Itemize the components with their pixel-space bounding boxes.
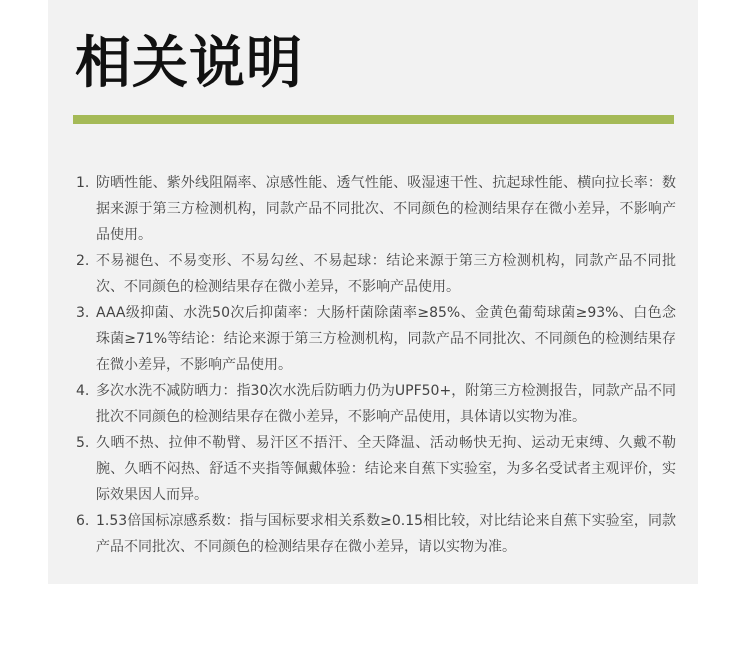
note-number: 6.: [76, 513, 90, 529]
title-underline-divider: [73, 115, 674, 124]
note-number: 2.: [76, 253, 90, 269]
note-number: 4.: [76, 383, 90, 399]
note-item: [76, 300, 676, 378]
note-text: 久晒不热、拉伸不勒臂、易汗区不捂汗、全天降温、活动畅快无拘、运动无束缚、久戴不勒腕、久晒不闷热、舒适不夹指等佩戴体验：结论来自蕉下实验室，为多名受试者主观评价，实际效果因人而异。: [96, 435, 676, 503]
note-text: 多次水洗不减防晒力：指30次水洗后防晒力仍为UPF50+，附第三方检测报告，同款产品不同批次不同颜色的检测结果存在微小差异，不影响产品使用，具体请以实物为准。: [96, 383, 676, 425]
note-item: [76, 378, 676, 430]
note-text: 不易褪色、不易变形、不易勾丝、不易起球：结论来源于第三方检测机构，同款产品不同批次、不同颜色的检测结果存在微小差异，不影响产品使用。: [96, 253, 676, 295]
notes-list: [76, 170, 676, 560]
note-text: AAA级抑菌、水洗50次后抑菌率：大肠杆菌除菌率≥85%、金黄色葡萄球菌≥93%、白色念珠菌≥71%等结论：结论来源于第三方检测机构，同款产品不同批次、不同颜色的检测结果存在微小差异，不影响产品使用。: [96, 305, 676, 373]
notes-panel: [48, 0, 698, 584]
note-text: 1.53倍国标凉感系数：指与国标要求相关系数≥0.15相比较，对比结论来自蕉下实验室，同款产品不同批次、不同颜色的检测结果存在微小差异，请以实物为准。: [96, 513, 676, 555]
note-item: [76, 170, 676, 248]
note-number: 5.: [76, 435, 90, 451]
note-item: [76, 248, 676, 300]
note-item: [76, 508, 676, 560]
note-number: 3.: [76, 305, 90, 321]
note-text: 防晒性能、紫外线阻隔率、凉感性能、透气性能、吸湿速干性、抗起球性能、横向拉长率：数据来源于第三方检测机构，同款产品不同批次、不同颜色的检测结果存在微小差异，不影响产品使用。: [96, 175, 676, 243]
page-title: 相关说明: [75, 31, 303, 96]
note-number: 1.: [76, 175, 90, 191]
note-item: [76, 430, 676, 508]
